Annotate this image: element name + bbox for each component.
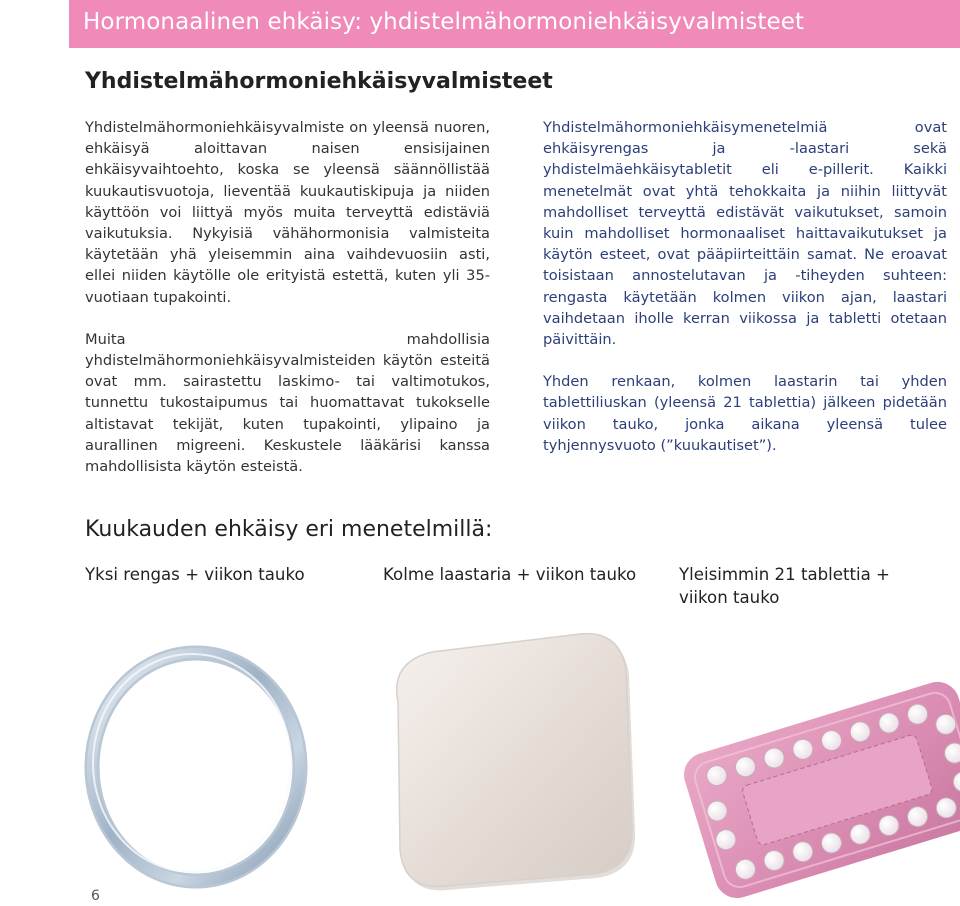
contraceptive-ring-image: [78, 637, 318, 892]
page-header-title: Hormonaalinen ehkäisy: yhdistelmähormoniehkäisyvalmisteet: [83, 9, 805, 35]
section-title: Yhdistelmähormoniehkäisyvalmisteet: [85, 69, 553, 94]
right-text-column: [543, 117, 947, 456]
left-text-column: [85, 117, 490, 477]
ring-caption: Yksi rengas + viikon tauko: [85, 565, 305, 584]
methods-subheading: Kuukauden ehkäisy eri menetelmillä:: [85, 517, 493, 542]
left-paragraph-2: Muita mahdollisia yhdistelmähormoniehkäisyvalmisteiden käytön esteitä ovat mm. sairastettu laskimo- tai valtimotukos, tunnettu tukostaipumus tai huomattavat tukokselle altistavat tekijät, kuten tupakointi, ylipaino ja aurallinen migreeni. Keskustele lääkärisi kanssa mahdollisista käytön esteistä.: [85, 330, 490, 476]
right-paragraph-1: Yhdistelmähormoniehkäisymenetelmiä ovat ehkäisyrengas ja -laastari sekä yhdistelmäehkäisytabletit eli e-pillerit. Kaikki menetelmät ovat yhtä tehokkaita ja niihin liittyvät mahdolliset terveyttä edistävät vaikutukset, samoin kuin mahdolliset hormonaaliset haittavaikutukset ja käytön esteet, ovat pääpiirteittäin samat. Ne eroavat toisistaan annostelutavan ja -tiheyden suhteen: rengasta käytetään kolmen viikon ajan, laastari vaihdetaan iholle kerran viikossa ja tabletti otetaan päivittäin.: [543, 119, 947, 349]
patch-caption: Kolme laastaria + viikon tauko: [383, 565, 637, 584]
page-number: 6: [91, 888, 100, 904]
contraceptive-patch-image: [380, 624, 640, 894]
left-paragraph-1: Yhdistelmähormoniehkäisyvalmiste on yleensä nuoren, ehkäisyä aloittavan naisen ensisijainen ehkäisyvaihtoehto, koska se yleensä säännöllistää kuukautisvuotoja, lieventää kuukautiskipuja ja niiden käyttöön voi liittyä myös muita terveyttä edistäviä vaikutuksia. Nykyisiä vähähormonisia valmisteita käytetään yhä yleisemmin aina vaihdevuosiin asti, ellei niiden käytölle ole erityistä estettä, kuten yli 35-vuotiaan tupakointi.: [85, 119, 490, 306]
header-band: [69, 0, 960, 48]
pills-caption: Yleisimmin 21 tablettia + viikon tauko: [679, 565, 890, 607]
right-paragraph-2: Yhden renkaan, kolmen laastarin tai yhden tablettiliuskan (yleensä 21 tablettia) jälkeen pidetään viikon tauko, jonka aikana yleensä tulee tyhjennysvuoto (”kuukautiset”).: [543, 373, 947, 454]
pill-pack-image: [676, 644, 960, 900]
